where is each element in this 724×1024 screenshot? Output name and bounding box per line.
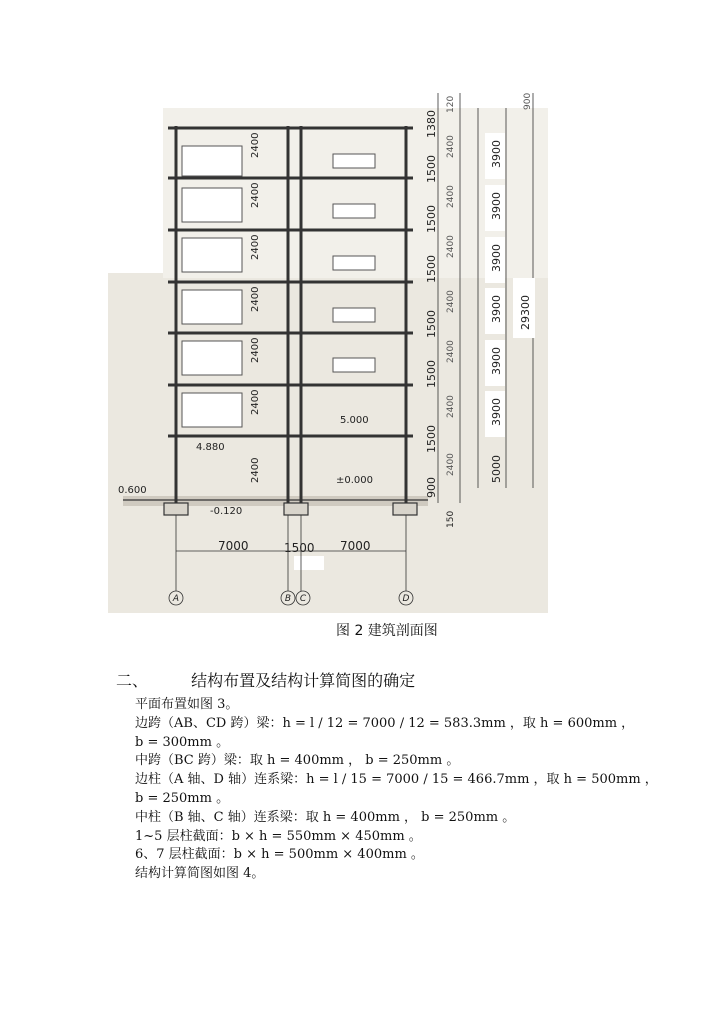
dim-label: 3900 <box>490 140 503 168</box>
dim-label: 2400 <box>250 182 261 208</box>
dim-label: 2400 <box>250 286 261 312</box>
dim-label: 1380 <box>425 110 438 138</box>
body-text <box>135 696 658 884</box>
dim-label: 1500 <box>284 541 315 555</box>
dim-label: 150 <box>446 510 456 528</box>
dim-label: 1500 <box>425 310 438 338</box>
dim-label: 3900 <box>490 295 503 323</box>
dim-label: 5000 <box>490 455 503 483</box>
dim-label: 1500 <box>425 255 438 283</box>
axis-label: D <box>402 594 410 604</box>
dim-label: 2400 <box>250 457 261 483</box>
dim-label: 1500 <box>425 205 438 233</box>
dim-label: 2400 <box>446 290 456 313</box>
figure-caption: 图 2 建筑剖面图 <box>336 623 438 639</box>
dim-label: 1500 <box>425 360 438 388</box>
dim-label: 2400 <box>250 234 261 260</box>
paragraph-line: 中跨（BC 跨）梁：取 h = 400mm ， b = 250mm 。 <box>135 753 460 769</box>
dim-label: 1500 <box>425 155 438 183</box>
total-height-label: 29300 <box>519 295 532 330</box>
dim-label: 2400 <box>446 340 456 363</box>
paragraph-line: 1~5 层柱截面：b × h = 550mm × 450mm 。 <box>135 828 422 844</box>
dim-label: 2400 <box>446 135 456 158</box>
dim-label: 3900 <box>490 244 503 272</box>
elevation-label: 0.600 <box>118 485 147 496</box>
axis-label: B <box>284 594 292 604</box>
dim-label: 1500 <box>425 425 438 453</box>
dim-label: 3900 <box>490 192 503 220</box>
section-number: 二、 <box>116 671 149 690</box>
section-title: 结构布置及结构计算简图的确定 <box>191 671 416 690</box>
elevation-label: 5.000 <box>340 415 369 426</box>
paragraph-line: 边柱（A 轴、D 轴）连系梁：h = l / 15 = 7000 / 15 = 466.7mm ，取 h = 500mm ， <box>135 772 658 788</box>
paragraph-line: b = 300mm 。 <box>135 734 230 750</box>
dim-label: 2400 <box>446 185 456 208</box>
elevation-label: -0.120 <box>210 506 243 517</box>
dim-label: 900 <box>425 477 438 498</box>
axis-label: A <box>172 594 180 604</box>
paragraph-line: 结构计算简图如图 4。 <box>135 866 265 882</box>
dim-label: 900 <box>523 92 533 110</box>
dim-label: 7000 <box>340 539 371 553</box>
dim-label: 2400 <box>446 453 456 476</box>
dim-label: 2400 <box>250 337 261 363</box>
bay-dims <box>218 539 371 555</box>
elevation-label: ±0.000 <box>336 475 374 486</box>
section-heading <box>116 668 415 691</box>
axis-label: C <box>299 594 307 604</box>
section-drawing <box>108 88 548 613</box>
paragraph-line: 中柱（B 轴、C 轴）连系梁：取 h = 400mm ， b = 250mm 。 <box>135 809 516 825</box>
dim-label: 3900 <box>490 347 503 375</box>
paragraph-line: 6、7 层柱截面：b × h = 500mm × 400mm 。 <box>135 847 424 863</box>
dim-label: 2400 <box>250 132 261 158</box>
dim-label: 2400 <box>446 395 456 418</box>
dim-label: 7000 <box>218 539 249 553</box>
dim-label: 120 <box>446 95 456 113</box>
dim-label: 3900 <box>490 398 503 426</box>
scan-background <box>108 273 548 613</box>
dim-label: 2400 <box>446 235 456 258</box>
paragraph-line: b = 250mm 。 <box>135 790 230 806</box>
elevation-label: 4.880 <box>196 442 225 453</box>
paragraph-line: 平面布置如图 3。 <box>135 697 239 712</box>
dim-label: 2400 <box>250 389 261 415</box>
paragraph-line: 边跨（AB、CD 跨）梁：h = l / 12 = 7000 / 12 = 583.3mm ，取 h = 600mm ， <box>135 715 635 731</box>
